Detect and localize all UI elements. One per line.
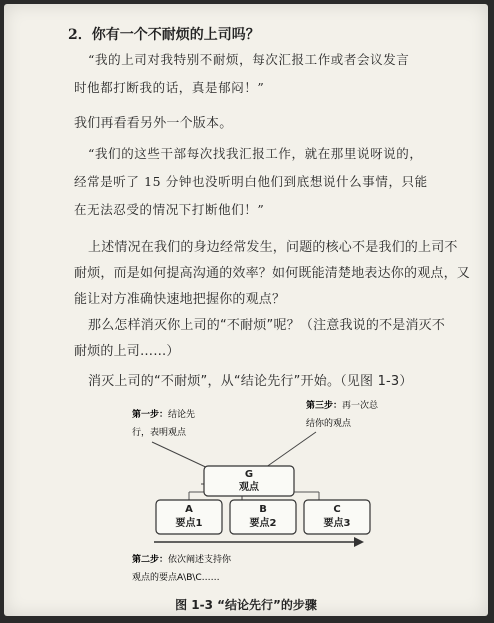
quote2-line1: “我们的这些干部每次找我汇报工作，就在那里说呀说的， xyxy=(88,146,423,161)
box-c-label: 要点3 xyxy=(323,518,351,529)
box-c-letter: C xyxy=(333,504,341,515)
step1-label: 第一步：结论先 xyxy=(132,410,196,420)
top-box-label: 观点 xyxy=(239,482,259,493)
para1-line1: 上述情况在我们的身边经常发生，问题的核心不是我们的上司不 xyxy=(88,240,458,255)
box-a-text xyxy=(156,503,222,531)
box-a-label: 要点1 xyxy=(175,518,203,529)
step3-label-line2: 结你的观点 xyxy=(306,419,352,429)
step2-label: 第二步：依次阐述支持你 xyxy=(132,555,232,565)
step1-label-line2: 行，表明观点 xyxy=(132,428,187,438)
box-a-letter: A xyxy=(185,504,193,515)
box-b-text xyxy=(230,503,296,531)
para1-line2: 耐烦，而是如何提高沟通的效率？如何既能清楚地表达你的观点，又 xyxy=(74,266,471,281)
step3-label: 第三步：再一次总 xyxy=(306,401,379,411)
arrow-head-icon xyxy=(354,537,364,547)
quote2-line3: 在无法忍受的情况下打断他们！” xyxy=(74,202,265,217)
para3-line: 消灭上司的“不耐烦”，从“结论先行”开始。（见图 1-3） xyxy=(88,374,413,389)
top-box-text xyxy=(204,468,294,494)
quote1-line1: “我的上司对我特别不耐烦，每次汇报工作或者会议发言 xyxy=(88,52,410,67)
step2-label-line2: 观点的要点A\B\C…… xyxy=(132,573,220,583)
top-box-letter: G xyxy=(244,469,254,480)
para2-line2: 耐烦的上司……） xyxy=(74,344,180,359)
bridge-text: 我们再看看另外一个版本。 xyxy=(74,116,233,131)
quote2-line2: 经常是听了 15 分钟也没听明白他们到底想说什么事情，只能 xyxy=(74,174,428,189)
para1-line3: 能让对方准确快速地把握你的观点？ xyxy=(74,292,286,307)
quote1-line2: 时他都打断我的话，真是郁闷！” xyxy=(74,80,265,95)
book-page xyxy=(4,4,488,616)
para2-line1: 那么怎样消灭你上司的“不耐烦”呢？（注意我说的不是消灭不 xyxy=(88,318,446,333)
box-b-label: 要点2 xyxy=(249,518,277,529)
box-c-text xyxy=(304,503,370,531)
box-b-letter: B xyxy=(259,504,267,515)
figure-caption: 图 1-3 “结论先行”的步骤 xyxy=(175,598,317,612)
section-heading: 2．你有一个不耐烦的上司吗？ xyxy=(68,27,260,43)
